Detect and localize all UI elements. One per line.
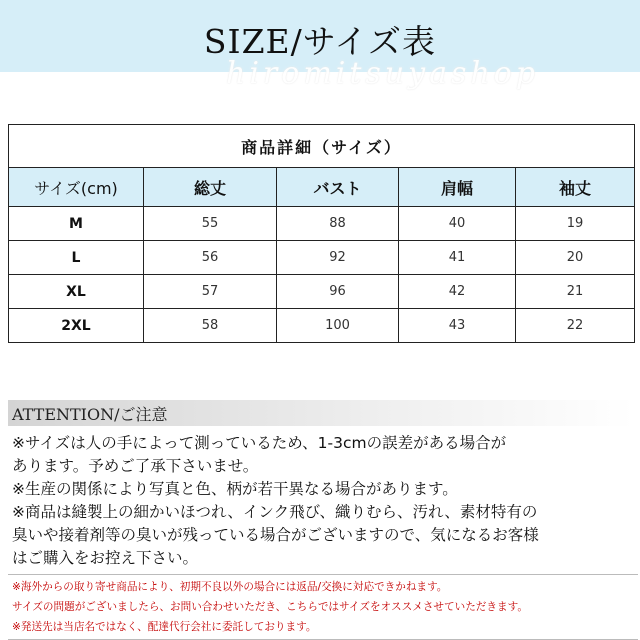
note-line: 臭いや接着剤等の臭いが残っている場合がございますので、気になるお客様 [12,526,539,544]
value-cell: 100 [277,309,399,343]
column-header-bust: バスト [277,168,399,207]
size-cell: XL [9,275,144,309]
note-line: ※商品は縫製上の細かいほつれ、インク飛び、織りむら、汚れ、素材特有の [12,503,538,521]
value-cell: 57 [144,275,277,309]
column-header-sleeve: 袖丈 [516,168,635,207]
footer-line: サイズの問題がございましたら、お問い合わせいただき、こちらではサイズをオススメさせていただきます。 [12,601,528,613]
value-cell: 58 [144,309,277,343]
note-line: ※サイズは人の手によって測っているため、1-3cmの誤差がある場合が [12,434,507,452]
note-line: ※生産の関係により写真と色、柄が若干異なる場合があります。 [12,480,458,498]
footer-line: ※海外からの取り寄せ商品により、初期不良以外の場合には返品/交換に対応できかねます。 [12,581,448,593]
size-cell: M [9,207,144,241]
size-table [8,124,635,343]
table-caption-row [9,125,635,168]
value-cell: 56 [144,241,277,275]
table-row [9,207,635,241]
table-header-row [9,168,635,207]
size-cell: 2XL [9,309,144,343]
value-cell: 40 [399,207,516,241]
column-header-length: 総丈 [144,168,277,207]
attention-title: ATTENTION/ご注意 [12,405,168,424]
value-cell: 41 [399,241,516,275]
table-row [9,275,635,309]
value-cell: 55 [144,207,277,241]
value-cell: 96 [277,275,399,309]
attention-notes [12,432,636,570]
column-header-shoulder: 肩幅 [399,168,516,207]
size-cell: L [9,241,144,275]
attention-bar [8,400,634,426]
column-header-size: サイズ(cm) [9,168,144,207]
value-cell: 42 [399,275,516,309]
shipping-notes [8,574,638,640]
shop-watermark: hiromitsuyashop [226,56,539,91]
page-title: SIZE/サイズ表 [203,22,437,61]
value-cell: 19 [516,207,635,241]
table-row [9,241,635,275]
value-cell: 43 [399,309,516,343]
value-cell: 20 [516,241,635,275]
note-line: あります。予めご了承下さいませ。 [12,457,259,475]
value-cell: 21 [516,275,635,309]
footer-line: ※発送先は当店名ではなく、配達代行会社に委託しております。 [12,621,317,633]
table-caption: 商品詳細（サイズ） [9,125,635,168]
value-cell: 88 [277,207,399,241]
note-line: はご購入をお控え下さい。 [12,549,199,567]
value-cell: 22 [516,309,635,343]
value-cell: 92 [277,241,399,275]
table-row [9,309,635,343]
